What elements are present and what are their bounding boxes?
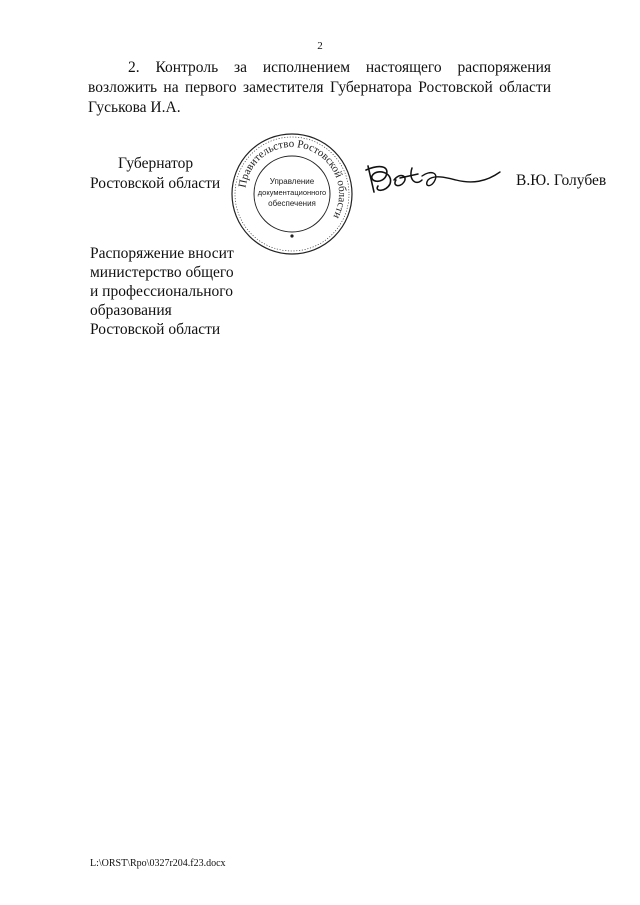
introduced-by-line: Ростовской области bbox=[90, 321, 221, 338]
seal-outer-text: Правительство Ростовской области bbox=[236, 137, 349, 221]
introduced-by-line: образования bbox=[90, 302, 172, 319]
file-path-footer: L:\ORST\Rpo\0327r204.f23.docx bbox=[90, 858, 226, 869]
introduced-by-line: и профессионального bbox=[90, 283, 233, 300]
governor-title-line2: Ростовской области bbox=[90, 175, 221, 192]
seal-inner-line1: Управление bbox=[269, 177, 315, 186]
order-paragraph: 2. Контроль за исполнением настоящего распоряжения возложить на первого заместителя Губернатора Ростовской области Гуськова И.А. bbox=[88, 59, 551, 116]
governor-title bbox=[90, 154, 230, 194]
official-seal bbox=[230, 132, 354, 256]
handwritten-signature bbox=[360, 158, 510, 200]
governor-name: В.Ю. Голубев bbox=[516, 172, 607, 189]
introduced-by-line: министерство общего bbox=[90, 264, 234, 281]
seal-inner-line3: обеспечения bbox=[268, 199, 316, 208]
governor-title-line1: Губернатор bbox=[118, 155, 194, 172]
introduced-by-block bbox=[90, 244, 250, 339]
seal-inner-line2: документационного bbox=[257, 188, 327, 197]
introduced-by-line: Распоряжение вносит bbox=[90, 245, 234, 262]
page-number: 2 bbox=[317, 40, 323, 52]
